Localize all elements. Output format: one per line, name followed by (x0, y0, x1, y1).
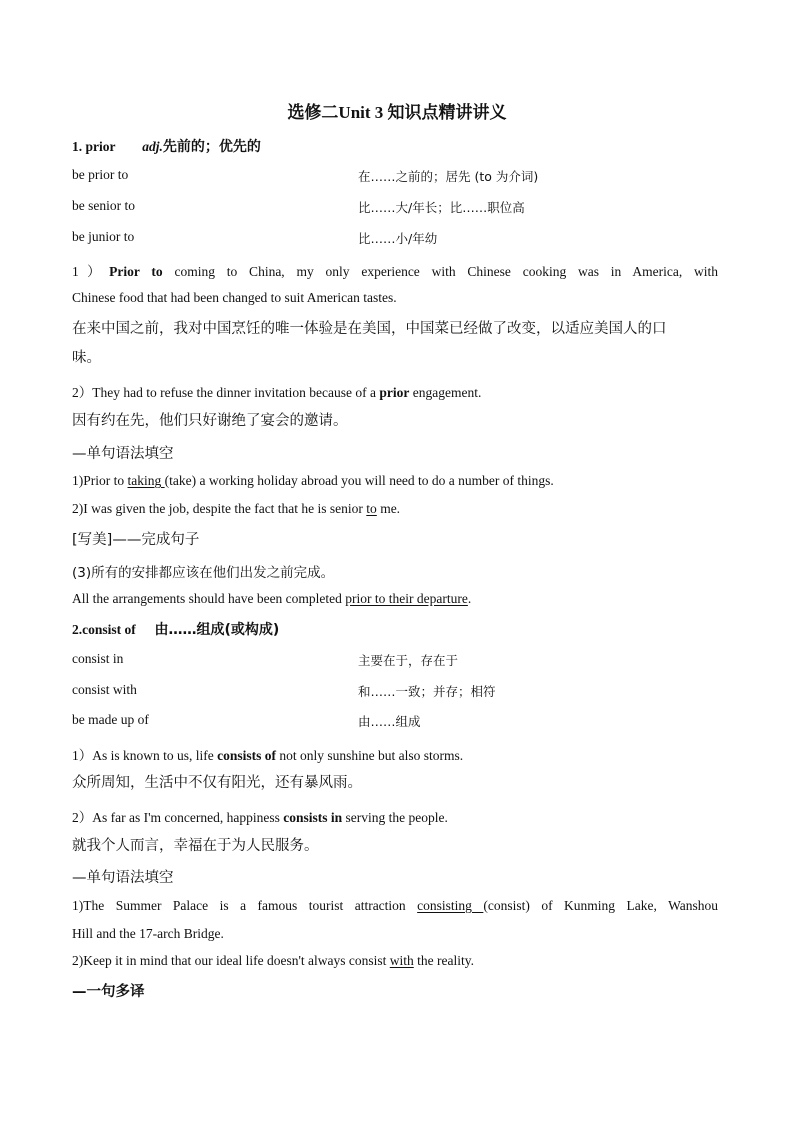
phrase-en: be junior to (72, 229, 135, 244)
fill-item-2 (72, 953, 474, 969)
example-text: 2）As far as I'm concerned, happiness (72, 810, 284, 825)
example-1 (72, 744, 463, 764)
example-2-translation: 因有约在先，他们只好谢绝了宴会的邀请。 (72, 413, 348, 429)
example-text: not only sunshine but also storms. (276, 748, 464, 763)
fill-heading: —单句语法填空 (72, 446, 174, 462)
page-title: 选修二Unit 3 知识点精讲讲义 (287, 103, 507, 122)
example-text: engagement. (409, 385, 482, 400)
write-answer-line (72, 591, 471, 607)
fill-text: 1)Prior to (72, 473, 128, 488)
example-text: 2）They had to refuse the dinner invitation because of a (72, 385, 380, 400)
phrase-row (72, 651, 123, 667)
heading-word: 1. prior (72, 139, 116, 154)
example-text: coming to China, my only experience with Chinese cooking was in America, with (162, 264, 719, 279)
example-text: serving the people. (342, 810, 448, 825)
phrase-zh: 在……之前的；居先 (to 为介词) (358, 169, 539, 184)
phrase-zh: 和……一致；并存；相符 (358, 684, 496, 699)
phrase-row (72, 712, 149, 728)
write-text: All the arrangements should have been completed (72, 591, 346, 606)
key-phrase: consists of (217, 748, 277, 763)
phrase-row (72, 167, 128, 183)
fill-item-1-cont: Hill and the 17-arch Bridge. (72, 926, 224, 941)
example-text: 1）As is known to us, life (72, 748, 218, 763)
write-prompt: (3)所有的安排都应该在他们出发之前完成。 (72, 565, 335, 581)
example-2-translation: 就我个人而言，幸福在于为人民服务。 (72, 838, 319, 854)
example-2 (72, 381, 481, 401)
write-text: . (467, 591, 472, 606)
phrase-en: consist in (72, 651, 124, 666)
fill-item-2 (72, 501, 400, 517)
write-answer: prior to their departure (345, 591, 468, 606)
example-1-translation-cont: 味。 (72, 350, 101, 366)
key-phrase: prior (379, 385, 410, 400)
fill-answer: taking (127, 473, 165, 488)
fill-text: 2)Keep it in mind that our ideal life doesn't always consist (72, 953, 390, 968)
fill-text: (consist) of Kunming Lake, Wanshou (483, 898, 718, 913)
phrase-en: be made up of (72, 712, 149, 727)
example-1-line1 (72, 260, 718, 280)
phrase-zh: 主要在于，存在于 (358, 653, 459, 668)
phrase-en: be prior to (72, 167, 129, 182)
phrase-zh: 比……大/年长；比……职位高 (358, 200, 525, 215)
phrase-en: be senior to (72, 198, 135, 213)
heading-meaning: 由……组成(或构成) (154, 622, 280, 638)
example-1-translation: 在来中国之前，我对中国烹饪的唯一体验是在美国，中国菜已经做了改变，以适应美国人的口 (72, 321, 667, 337)
section-2-heading (72, 619, 279, 639)
fill-text: 1)The Summer Palace is a famous tourist attraction (72, 898, 418, 913)
fill-answer: with (389, 953, 414, 968)
fill-heading: —单句语法填空 (72, 870, 174, 886)
example-1-translation: 众所周知，生活中不仅有阳光，还有暴风雨。 (72, 775, 362, 791)
phrase-row (72, 229, 134, 245)
multi-translation-heading: —一句多译 (72, 984, 145, 1000)
fill-text: (take) a working holiday abroad you will need to do a number of things. (164, 473, 554, 488)
section-1-heading (72, 136, 261, 156)
key-phrase: consists in (283, 810, 343, 825)
fill-text: me. (376, 501, 401, 516)
fill-answer: to (366, 501, 377, 516)
example-2 (72, 806, 448, 826)
fill-item-1 (72, 473, 554, 489)
fill-text: the reality. (413, 953, 474, 968)
heading-word: 2.consist of (72, 622, 136, 637)
example-number: 1） (72, 264, 110, 279)
fill-answer: consisting (417, 898, 484, 913)
example-1-line2: Chinese food that had been changed to suit American tastes. (72, 290, 397, 305)
heading-pos: adj. (142, 139, 163, 154)
phrase-row (72, 198, 135, 214)
phrase-row (72, 682, 137, 698)
fill-text: 2)I was given the job, despite the fact that he is senior (72, 501, 367, 516)
key-phrase: Prior to (109, 264, 163, 279)
phrase-zh: 由……组成 (358, 714, 421, 729)
heading-meaning: 先前的；优先的 (162, 139, 261, 155)
write-heading: [写美]——完成句子 (72, 532, 200, 548)
phrase-zh: 比……小/年幼 (358, 231, 438, 246)
phrase-en: consist with (72, 682, 137, 697)
fill-item-1 (72, 898, 718, 914)
